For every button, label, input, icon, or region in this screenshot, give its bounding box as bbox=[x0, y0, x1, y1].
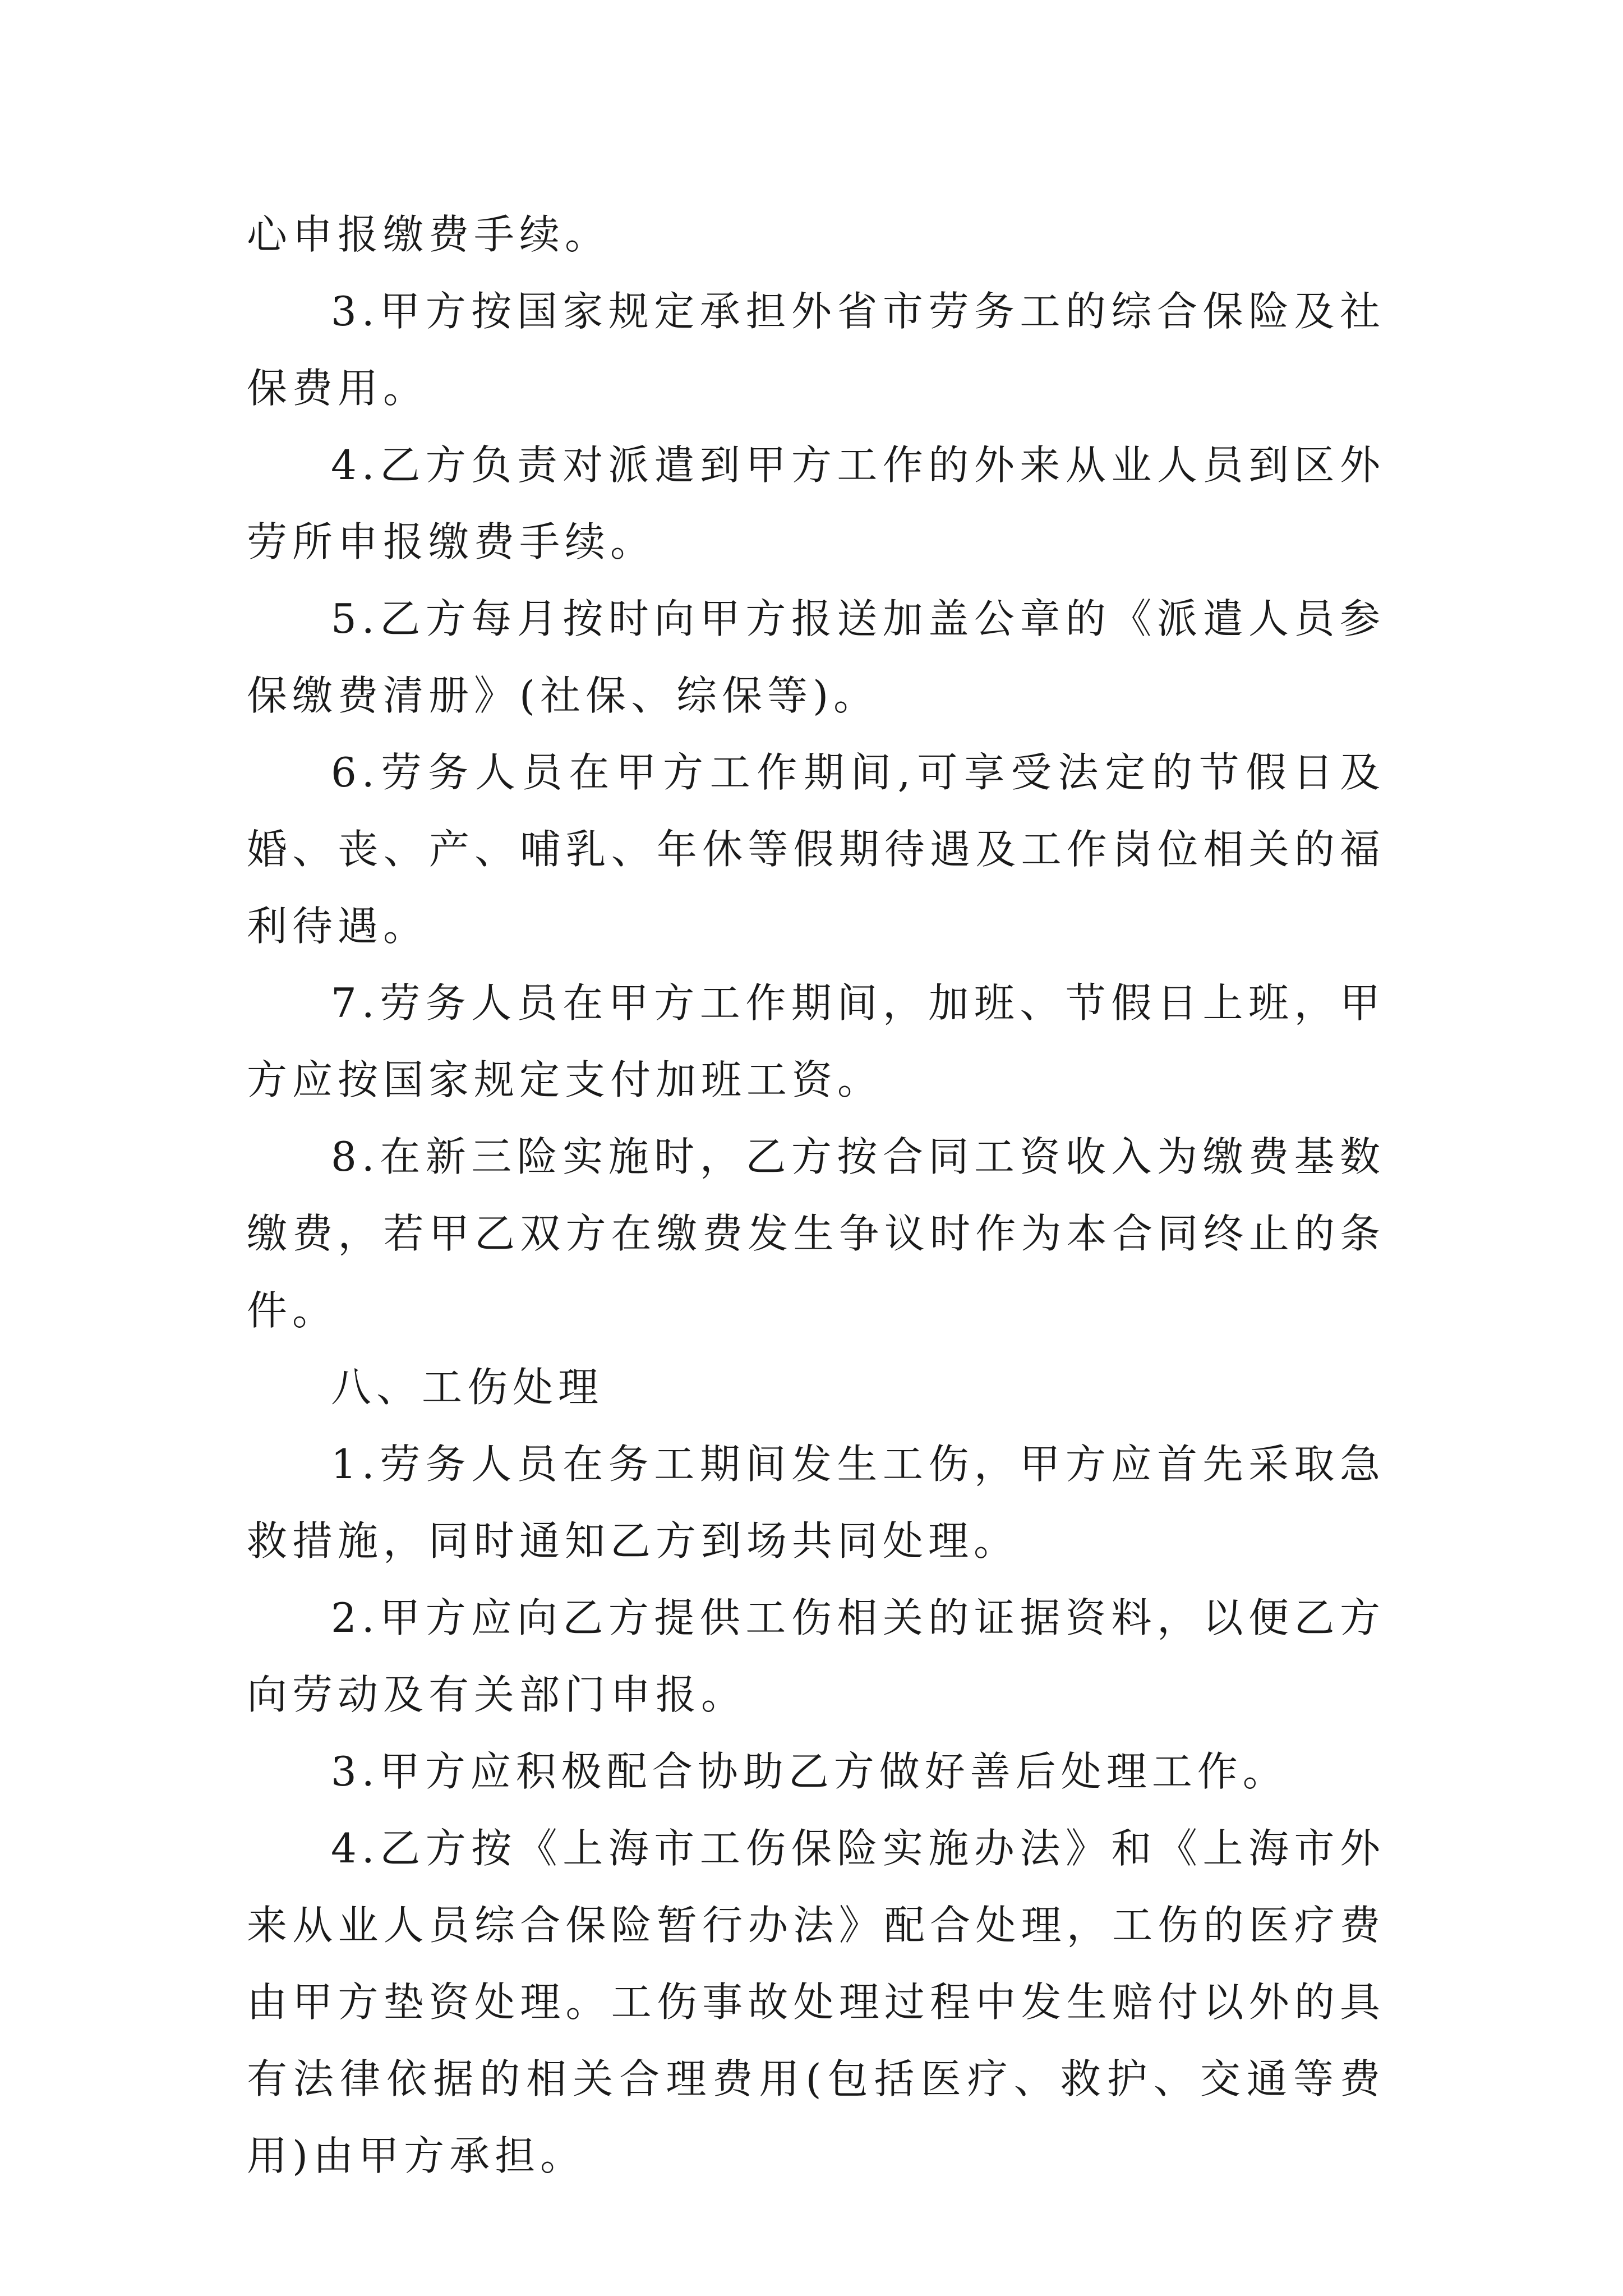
paragraph-clause-8: 8.在新三险实施时，乙方按合同工资收入为缴费基数缴费，若甲乙双方在缴费发生争议时作为本合同终止的条件。 bbox=[247, 1133, 1385, 1334]
section-heading-work-injury: 八、工伤处理 bbox=[331, 1364, 604, 1411]
paragraph-clause-4: 4.乙方负责对派遣到甲方工作的外来从业人员到区外劳所申报缴费手续。 bbox=[247, 441, 1385, 565]
paragraph-clause-3: 3.甲方按国家规定承担外省市劳务工的综合保险及社保费用。 bbox=[247, 288, 1385, 412]
paragraph-clause-5: 5.乙方每月按时向甲方报送加盖公章的《派遣人员参保缴费清册》(社保、综保等)。 bbox=[247, 595, 1385, 719]
paragraph-continuation: 心申报缴费手续。 bbox=[247, 211, 611, 258]
paragraph-injury-3: 3.甲方应积极配合协助乙方做好善后处理工作。 bbox=[331, 1748, 1288, 1795]
paragraph-clause-7: 7.劳务人员在甲方工作期间，加班、节假日上班，甲方应按国家规定支付加班工资。 bbox=[247, 979, 1385, 1103]
paragraph-injury-4: 4.乙方按《上海市工伤保险实施办法》和《上海市外来从业人员综合保险暂行办法》配合处理，工伤的医疗费由甲方垫资处理。工伤事故处理过程中发生赔付以外的具有法律依据的相关合理费用(包括医疗、救护、交通等费用)由甲方承担。 bbox=[247, 1825, 1385, 2179]
paragraph-injury-1: 1.劳务人员在务工期间发生工伤，甲方应首先采取急救措施，同时通知乙方到场共同处理。 bbox=[247, 1441, 1385, 1565]
paragraph-clause-6: 6.劳务人员在甲方工作期间,可享受法定的节假日及婚、丧、产、哺乳、年休等假期待遇及工作岗位相关的福利待遇。 bbox=[247, 749, 1385, 950]
paragraph-injury-2: 2.甲方应向乙方提供工伤相关的证据资料，以便乙方向劳动及有关部门申报。 bbox=[247, 1594, 1385, 1718]
document-body bbox=[247, 196, 1385, 2194]
